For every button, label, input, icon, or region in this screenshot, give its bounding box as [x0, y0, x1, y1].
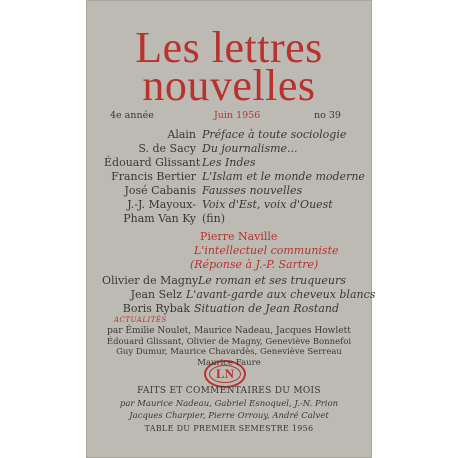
work-7: (fin): [202, 212, 226, 225]
feature-author: Pierre Naville: [200, 230, 278, 243]
author-10: Boris Rybak: [122, 302, 190, 315]
work-10: Situation de Jean Rostand: [194, 302, 340, 315]
work-4: L'Islam et le monde moderne: [202, 170, 365, 183]
issue-date: Juin 1956: [214, 110, 261, 121]
faits-line-1: par Maurice Nadeau, Gabriel Esnoquel, J.-N. Prion: [119, 399, 339, 409]
section-label-actualites: ACTUALITÉS: [114, 316, 167, 324]
author-9: Jean Selz: [130, 288, 182, 301]
author-2: S. de Sacy: [138, 142, 196, 155]
feature-title: L'intellectuel communiste: [194, 244, 339, 257]
issue-year: 4e année: [110, 110, 154, 121]
table-line: TABLE DU PREMIER SEMESTRE 1956: [144, 424, 314, 433]
author-7: Pham Van Ky: [123, 212, 196, 225]
author-6: J.-J. Mayoux-: [127, 198, 196, 211]
author-1: Alain: [167, 128, 196, 141]
faits-title: FAITS ET COMMENTAIRES DU MOIS: [137, 386, 321, 396]
author-3: Édouard Glissant: [104, 156, 201, 169]
actualites-line-1: par Émilie Noulet, Maurice Nadeau, Jacques Howlett: [107, 326, 351, 336]
work-9: L'avant-garde aux cheveux blancs: [186, 288, 376, 301]
feature-subtitle: (Réponse à J.-P. Sartre): [190, 258, 319, 271]
work-2: Du journalisme...: [202, 142, 298, 155]
ln-logo-text: LN: [209, 365, 241, 383]
actualites-line-4: Maurice Faure: [197, 357, 261, 368]
actualites-line-2: Édouard Glissant, Olivier de Magny, Geneviève Bonnefoi: [106, 336, 352, 347]
work-8: Le roman et ses truqueurs: [198, 274, 346, 287]
work-1: Préface à toute sociologie: [202, 128, 347, 141]
work-5: Fausses nouvelles: [202, 184, 303, 197]
actualites-line-3: Guy Dumur, Maurice Chavardès, Geneviève Serreau: [116, 347, 342, 357]
issue-number: no 39: [314, 110, 341, 121]
work-3: Les Indes: [202, 156, 256, 169]
author-5: José Cabanis: [124, 184, 196, 197]
title-line-1: Les lettres: [135, 23, 323, 72]
author-8: Olivier de Magny: [102, 274, 199, 287]
work-6: Voix d'Est, voix d'Ouest: [202, 198, 333, 211]
author-4: Francis Bertier: [111, 170, 196, 183]
title-line-2: nouvelles: [142, 61, 316, 110]
magazine-cover: [86, 0, 376, 458]
faits-line-2: Jacques Charpier, Pierre Orrouy, André Calvet: [129, 411, 329, 421]
